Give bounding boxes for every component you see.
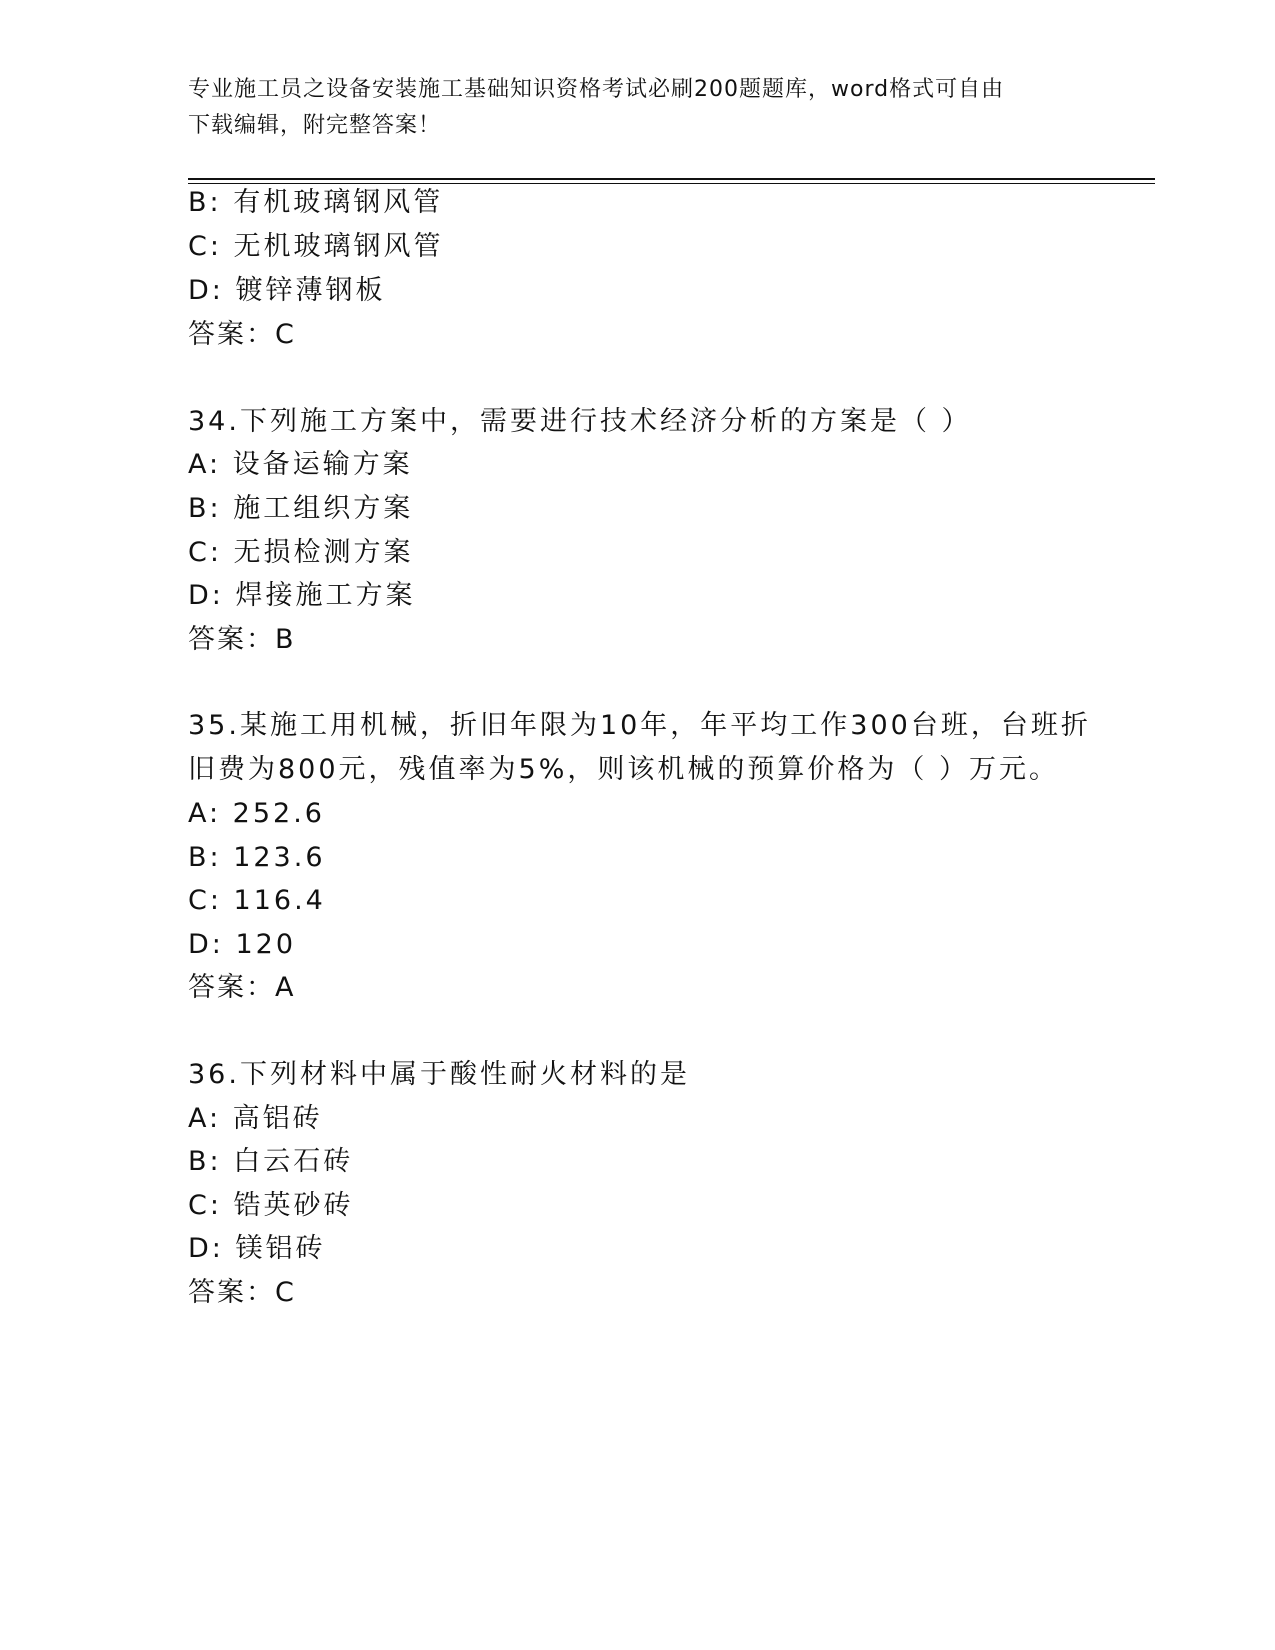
q36-option-a: A: 高铝砖	[188, 1103, 323, 1134]
q36-question: 36.下列材料中属于酸性耐火材料的是	[188, 1059, 690, 1090]
q35-question-line-2: 旧费为800元，残值率为5%，则该机械的预算价格为（ ）万元。	[188, 754, 1059, 785]
q34-option-c: C: 无损检测方案	[188, 537, 414, 568]
q33-option-c: C: 无机玻璃钢风管	[188, 231, 444, 262]
q36-option-d: D: 镁铝砖	[188, 1233, 326, 1264]
q34-option-d: D: 焊接施工方案	[188, 580, 416, 611]
document-header	[188, 72, 1088, 144]
q33-answer: 答案：C	[188, 319, 296, 350]
q35-question-line-1: 35.某施工用机械，折旧年限为10年，年平均工作300台班，台班折	[188, 710, 1091, 741]
q35-option-c: C: 116.4	[188, 885, 326, 916]
header-title-line-2: 下载编辑，附完整答案！	[188, 113, 442, 138]
q35-option-a: A: 252.6	[188, 798, 325, 829]
q34-question: 34.下列施工方案中，需要进行技术经济分析的方案是（ ）	[188, 406, 972, 437]
q33-option-b: B: 有机玻璃钢风管	[188, 187, 444, 218]
header-divider-thick	[188, 178, 1155, 180]
q36-option-b: B: 白云石砖	[188, 1146, 354, 1177]
q36-option-c: C: 锆英砂砖	[188, 1190, 354, 1221]
q34-option-a: A: 设备运输方案	[188, 449, 413, 480]
q35-option-d: D: 120	[188, 929, 297, 960]
q35-answer: 答案：A	[188, 972, 296, 1003]
header-divider-thin	[188, 183, 1155, 184]
q34-answer: 答案：B	[188, 624, 296, 655]
q35-option-b: B: 123.6	[188, 842, 326, 873]
header-title-line-1: 专业施工员之设备安装施工基础知识资格考试必刷200题题库，word格式可自由	[188, 77, 1005, 102]
q33-option-d: D: 镀锌薄钢板	[188, 275, 386, 306]
q36-answer: 答案：C	[188, 1277, 296, 1308]
q34-option-b: B: 施工组织方案	[188, 493, 414, 524]
